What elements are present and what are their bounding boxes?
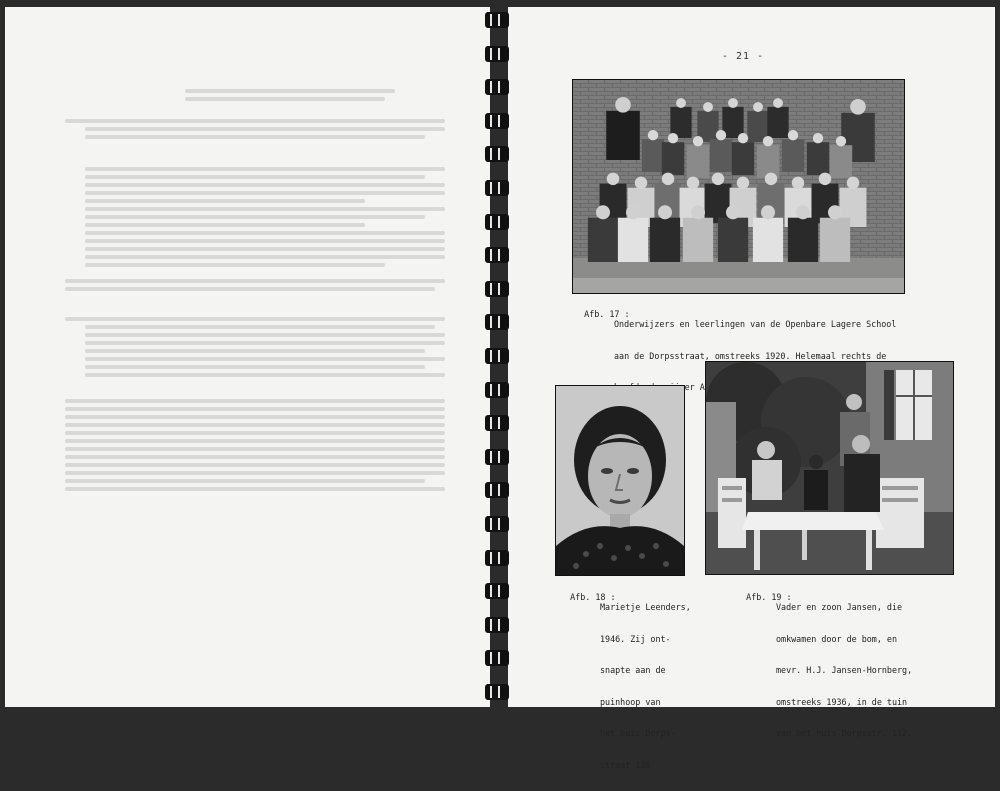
faded-text-line — [65, 439, 445, 443]
person-body — [683, 218, 713, 262]
caption-line: Vader en zoon Jansen, die — [776, 602, 903, 612]
binding-ring — [483, 449, 511, 467]
person-head — [828, 205, 842, 219]
faded-text-line — [65, 463, 445, 467]
binding-ring-loop — [485, 180, 509, 196]
binding-ring-loop — [485, 382, 509, 398]
faded-text-line — [65, 471, 445, 475]
faded-text-line — [85, 231, 445, 235]
person-body — [782, 139, 804, 172]
person-head — [596, 205, 610, 219]
person-head — [712, 173, 724, 185]
faded-text-line — [65, 287, 435, 291]
faded-text-line — [85, 239, 445, 243]
caption-text — [600, 581, 691, 791]
caption-line: Onderwijzers en leerlingen van de Openbare Lagere School — [614, 319, 897, 329]
binding-ring — [483, 382, 511, 400]
caption-label: Afb. 17 : — [584, 308, 630, 319]
binding-ring — [483, 516, 511, 534]
binding-ring — [483, 46, 511, 64]
binding-ring-loop — [485, 617, 509, 633]
faded-text-line — [85, 127, 445, 131]
faded-text-line — [65, 119, 445, 123]
binding-ring-loop — [485, 516, 509, 532]
binding-ring — [483, 113, 511, 131]
person-head — [662, 173, 674, 185]
faded-text-line — [65, 317, 445, 321]
binding-ring-loop — [485, 247, 509, 263]
faded-text-line — [65, 399, 445, 403]
faded-text-line — [85, 373, 445, 377]
binding-ring — [483, 684, 511, 702]
person-head — [726, 205, 740, 219]
binding-ring-loop — [485, 415, 509, 431]
person-body — [687, 145, 709, 178]
caption-line: 1946. Zij ont- — [600, 633, 671, 644]
person-head — [737, 177, 749, 189]
faded-text-line — [85, 167, 445, 171]
caption-line: straat 126. — [600, 759, 656, 770]
person-body — [588, 218, 618, 262]
person-head — [728, 98, 738, 108]
faded-text-line — [85, 333, 445, 337]
faded-text-line — [65, 447, 445, 451]
faded-text-line — [65, 431, 445, 435]
faded-text-line — [65, 455, 445, 459]
caption-line: Marietje Leenders, — [600, 602, 691, 612]
person-body — [732, 142, 754, 175]
faded-text-line — [65, 479, 425, 483]
caption-line: van het huis Dorpsstr. 112. — [776, 728, 913, 738]
binding-ring-loop — [485, 684, 509, 700]
faded-text-line — [85, 207, 445, 211]
right-page — [508, 7, 995, 770]
faded-text-line — [185, 97, 385, 101]
person-head — [716, 130, 726, 140]
binding-ring — [483, 314, 511, 332]
faded-text-line — [185, 89, 395, 93]
binding-ring-loop — [485, 214, 509, 230]
caption-line: mevr. H.J. Jansen-Hornberg, — [776, 665, 913, 675]
faded-text-line — [85, 175, 425, 179]
faded-text-line — [85, 365, 425, 369]
person-head — [819, 173, 831, 185]
person-head — [626, 205, 640, 219]
page-number: - 21 - — [722, 51, 765, 62]
binding-ring-loop — [485, 583, 509, 599]
caption-line: omstreeks 1936, in de tuin — [776, 696, 908, 707]
caption-line: het huis Dorps- — [600, 728, 676, 738]
binding-ring-loop — [485, 482, 509, 498]
caption-line: snapte aan de — [600, 665, 666, 675]
person-head — [792, 177, 804, 189]
binding-ring-loop — [485, 79, 509, 95]
person-head — [836, 136, 846, 146]
person-body — [705, 184, 732, 223]
person-head — [850, 99, 866, 115]
faded-text-line — [85, 215, 425, 219]
binding-ring — [483, 247, 511, 265]
person-head — [796, 205, 810, 219]
caption-line: puinhoop van — [600, 696, 661, 707]
caption-line: aan de Dorpsstraat, omstreeks 1920. Helemaal rechts de — [614, 350, 887, 361]
person-body — [753, 218, 783, 262]
binding-ring-loop — [485, 281, 509, 297]
binding-ring — [483, 146, 511, 164]
person-head — [676, 98, 686, 108]
binding-ring — [483, 617, 511, 635]
person-head — [691, 205, 705, 219]
person-body — [788, 218, 818, 262]
person-body — [618, 218, 648, 262]
class-photo — [572, 79, 905, 294]
binding-ring — [483, 214, 511, 232]
caption-label: Afb. 18 : — [570, 591, 616, 602]
faded-text-line — [85, 199, 365, 203]
faded-text-line — [85, 263, 385, 267]
portrait-image — [556, 386, 684, 575]
binding-ring-loop — [485, 146, 509, 162]
person-head — [753, 102, 763, 112]
class-photo-image — [573, 80, 904, 293]
garden-image — [706, 362, 953, 574]
person-body — [767, 107, 788, 138]
binding-ring-loop — [485, 650, 509, 666]
person-body — [718, 218, 748, 262]
binding-ring — [483, 180, 511, 198]
person-body — [820, 218, 850, 262]
person-head — [693, 136, 703, 146]
faded-text-line — [65, 279, 445, 283]
person-body — [757, 145, 779, 178]
binding-ring-loop — [485, 550, 509, 566]
faded-text-line — [85, 255, 445, 259]
portrait-photo — [555, 385, 685, 576]
binding-ring — [483, 79, 511, 97]
person-body — [642, 139, 664, 172]
faded-text-line — [85, 325, 435, 329]
binding-ring — [483, 348, 511, 366]
binding-ring — [483, 415, 511, 433]
faded-text-line — [85, 183, 445, 187]
person-body — [650, 218, 680, 262]
binding-ring — [483, 12, 511, 30]
faded-text-line — [65, 487, 445, 491]
binding-ring — [483, 482, 511, 500]
person-head — [773, 98, 783, 108]
binding-ring-loop — [485, 449, 509, 465]
garden-photo — [705, 361, 954, 575]
faded-text-line — [85, 357, 445, 361]
binding-ring-loop — [485, 46, 509, 62]
person-head — [658, 205, 672, 219]
person-head — [813, 133, 823, 143]
faded-text-line — [65, 415, 445, 419]
person-body — [662, 142, 684, 175]
person-body — [830, 145, 852, 178]
binding-ring-loop — [485, 12, 509, 28]
caption-afb19 — [726, 581, 913, 738]
person-head — [607, 173, 619, 185]
caption-afb18 — [550, 581, 691, 770]
person-head — [763, 136, 773, 146]
caption-label: Afb. 19 : — [746, 591, 792, 602]
person-head — [668, 133, 678, 143]
caption-line: omkwamen door de bom, en — [776, 633, 898, 644]
person-head — [703, 102, 713, 112]
binding-ring-loop — [485, 348, 509, 364]
person-head — [738, 133, 748, 143]
person-head — [761, 205, 775, 219]
person-head — [687, 177, 699, 189]
left-page — [5, 7, 490, 707]
person-head — [635, 177, 647, 189]
person-head — [765, 173, 777, 185]
caption-text — [776, 581, 912, 760]
faded-text-line — [65, 407, 445, 411]
person-body — [606, 111, 640, 160]
faded-text-line — [85, 223, 365, 227]
person-head — [847, 177, 859, 189]
person-body — [710, 139, 732, 172]
person-head — [648, 130, 658, 140]
binding-ring — [483, 583, 511, 601]
binding-ring-loop — [485, 314, 509, 330]
person-body — [807, 142, 829, 175]
binding-ring — [483, 650, 511, 668]
faded-text-line — [65, 423, 445, 427]
spiral-binding — [483, 8, 513, 708]
binding-ring — [483, 550, 511, 568]
binding-ring — [483, 281, 511, 299]
person-head — [615, 97, 631, 113]
faded-text-line — [85, 341, 445, 345]
faded-text-line — [85, 191, 445, 195]
person-head — [788, 130, 798, 140]
caption-afb17 — [564, 298, 897, 361]
binding-ring-loop — [485, 113, 509, 129]
faded-text-line — [85, 135, 425, 139]
faded-text-line — [85, 247, 445, 251]
faded-text-line — [85, 349, 425, 353]
